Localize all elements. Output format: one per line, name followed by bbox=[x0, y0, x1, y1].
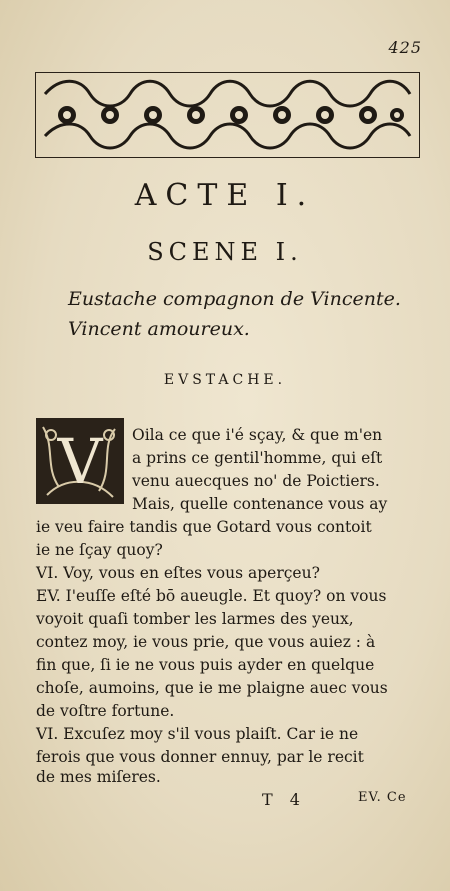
dropcap-letter: V bbox=[57, 425, 103, 498]
text-line: ferois que vous donner ennuy, par le recit bbox=[36, 748, 364, 766]
text-line: choſe, aumoins, que ie me plaigne auec vous bbox=[36, 679, 388, 697]
speaker-name: EVSTACHE. bbox=[163, 372, 287, 388]
character-line-1: Eustache compagnon de Vincente. bbox=[68, 288, 401, 310]
text-line: de voſtre fortune. bbox=[36, 702, 175, 720]
page-number: 425 bbox=[388, 38, 422, 57]
act-heading: ACTE I. bbox=[134, 178, 316, 213]
text-line: VI. Excuſez moy s'il vous plaiſt. Car ie ne bbox=[36, 725, 359, 743]
text-line: ie veu faire tandis que Gotard vous contoit bbox=[36, 518, 372, 536]
text-line: venu auecques no' de Poictiers. bbox=[132, 472, 380, 490]
scene-heading: SCENE I. bbox=[147, 238, 303, 266]
text-line: ie ne ſçay quoy? bbox=[36, 541, 163, 559]
text-line: voyoit quaſi tomber les larmes des yeux, bbox=[36, 610, 354, 628]
text-line: contez moy, ie vous prie, que vous auiez : à bbox=[36, 633, 376, 651]
text-line-last: de mes miſeres. bbox=[36, 768, 161, 786]
text-line: Mais, quelle contenance vous ay bbox=[132, 495, 388, 513]
catchword: EV. Ce bbox=[358, 790, 407, 805]
decorated-initial-v bbox=[35, 417, 125, 505]
text-line: EV. I'euſſe eſté bō aueugle. Et quoy? on vous bbox=[36, 587, 387, 605]
decorative-headpiece-ornament bbox=[35, 72, 420, 158]
text-line: a prins ce gentil'homme, qui eſt bbox=[132, 449, 383, 467]
character-line-2: Vincent amoureux. bbox=[68, 318, 250, 340]
text-line: Oila ce que i'é sçay, & que m'en bbox=[132, 426, 383, 444]
text-line: VI. Voy, vous en eſtes vous aperçeu? bbox=[36, 564, 320, 582]
signature-mark: T 4 bbox=[262, 790, 306, 809]
text-line: fin que, ſi ie ne vous puis ayder en quelque bbox=[36, 656, 375, 674]
